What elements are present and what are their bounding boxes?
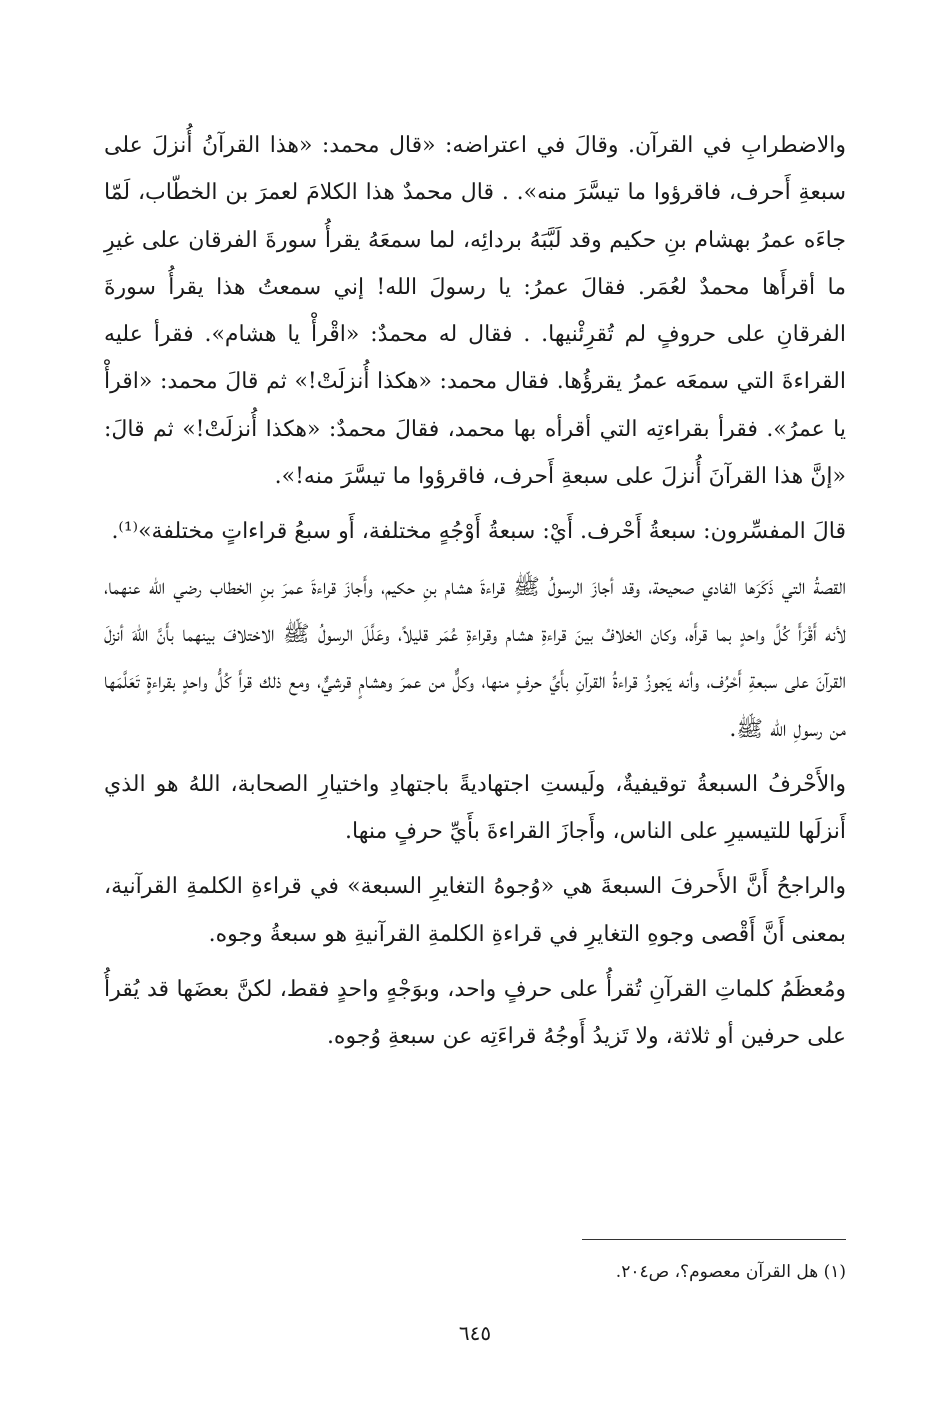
paragraph-5: والراجحُ أَنَّ الأَحرفَ السبعةَ هي «وُجوهُ التغايرِ السبعة» في قراءةِ الكلمةِ القرآنية، بمعنى أَنَّ أَقْصى وجوهِ التغايرِ في قراءةِ الكلمةِ القرآنيةِ هو سبعةُ وجوه.: [104, 874, 846, 947]
paragraph-2: قالَ المفسِّرون: سبعةُ أَحْرف. أَيْ: سبعةُ أَوْجُهٍ مختلفة، أَو سبعُ قراءاتٍ مختلفة»⁽¹⁾.: [111, 519, 846, 545]
body-text: [104, 122, 846, 1069]
paragraph-4: والأَحْرفُ السبعةُ توقيفيةٌ، ولَيستِ اجتهاديةً باجتهادِ واختيارِ الصحابة، اللهُ هو الذي أَنزلَها للتيسيرِ على الناس، وأَجازَ القراءةَ بأَيِّ حرفٍ منها.: [104, 771, 847, 845]
paragraph-1: والاضطرابِ في القرآن. وقالَ في اعتراضه: «قال محمد: «هذا القرآنُ أُنزلَ على سبعةِ أَحرف، فاقرؤوا ما تيسَّرَ منه». . قال محمدٌ هذا الكلامَ لعمرَ بن الخطّاب، لَمّا جاءَه عمرُ بهشام بنِ حكيم وقد لَبَّبَهُ بردائِه، لما سمعَهُ يقرأُ سورةَ الفرقان على غيرِ ما أقرأَها محمدٌ لعُمَر. فقالَ عمرُ: يا رسولَ الله! إني سمعتُ هذا يقرأُ سورةَ الفرقانِ على حروفٍ لم تُقرِئْنيها. . فقال له محمدٌ: «اقْرأْ يا هشام». فقرأ عليه القراءةَ التي سمعَه عمرُ يقرؤُها. فقال محمد: «هكذا أُنزلَتْ!» ثم قالَ محمد: «اقرأْ يا عمرُ». فقرأ بقراءتِه التي أقرأه بها محمد، فقالَ محمدٌ: «هكذا أُنزلَتْ!» ثم قالَ: «إنَّ هذا القرآنَ أُنزلَ على سبعةِ أَحرف، فاقرؤوا ما تيسَّرَ منه!».: [104, 133, 846, 490]
paragraph-3: القصةُ التي ذَكَرَها الفادي صحيحة، وقد أجازَ الرسولُ ﷺ قراءةَ هشام بنِ حكيم، وأَجازَ قراءةَ عمرَ بنِ الخطاب رضي الله عنهما، لأنه أَقْرَأَ كُلَّ واحدٍ بما قرأَه، وكان الخلافُ بينَ قراءةِ هشام وقراءةِ عُمَر قليلاً، وعَلَّلَ الرسولُ ﷺ الاختلافَ بينهما بأَنَّ اللهَ أنزلَ القرآنَ على سبعةِ أَحْرُف، وأنه يَجوزُ قراءةُ القرآنِ بأَيِّ حرفٍ منها، وكلٌّ من عمرَ وهشامٍ قرشيٌّ، ومع ذلك قرأَ كُلُّ واحدٍ بقراءةٍ تَعَلَّمَها من رسولِ الله ﷺ.: [104, 574, 846, 742]
footnote-divider: [582, 1239, 846, 1240]
page-number: ٦٤٥: [458, 1321, 492, 1345]
paragraph-6: ومُعظَمُ كلماتِ القرآنِ تُقرأُ على حرفٍ واحد، وبوَجْهٍ واحدٍ فقط، لكنَّ بعضَها قد يُقرأُ على حرفين أو ثلاثة، ولا تَزيدُ أَوجُهُ قراءَتِه عن سبعةِ وُجوه.: [104, 977, 846, 1050]
footnote: (١) هل القرآن معصوم؟، ص٢٠٤.: [615, 1262, 846, 1282]
